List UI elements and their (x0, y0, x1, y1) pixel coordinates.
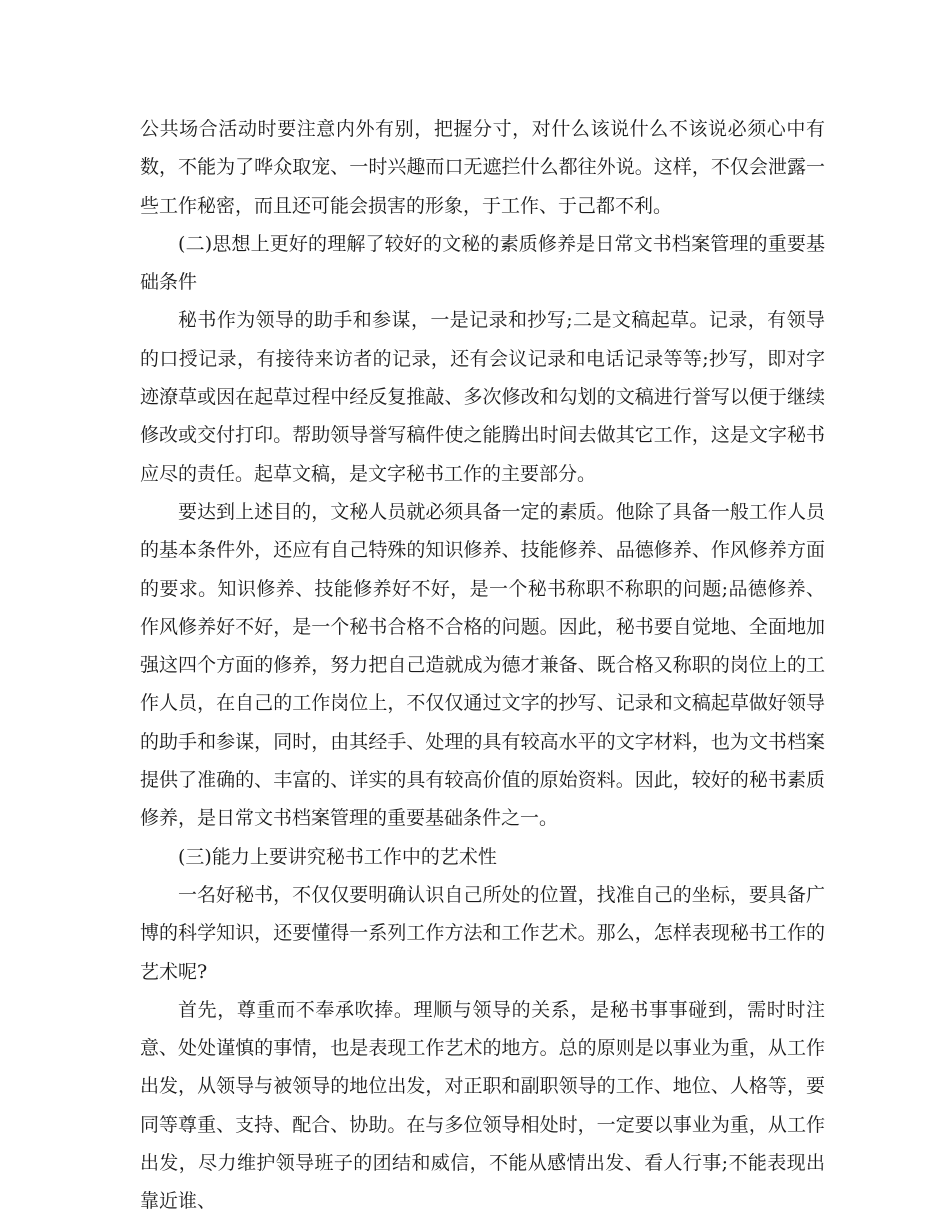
document-body (140, 110, 825, 1221)
paragraph-continued: 公共场合活动时要注意内外有别，把握分寸，对什么该说什么不该说必须心中有数，不能为了哗众取宠、一时兴趣而口无遮拦什么都往外说。这样，不仅会泄露一些工作秘密，而且还可能会损害的形象，于工作、于己都不利。 (140, 118, 825, 217)
paragraph-respect-leaders: 首先，尊重而不奉承吹捧。理顺与领导的关系，是秘书事事碰到，需时时注意、处处谨慎的事情，也是表现工作艺术的地方。总的原则是以事业为重，从工作出发，从领导与被领导的地位出发，对正职和副职领导的工作、地位、人格等，要同等尊重、支持、配合、协助。在与多位领导相处时，一定要以事业为重，从工作出发，尽力维护领导班子的团结和威信，不能从感情出发、看人行事;不能表现出靠近谁、 (140, 998, 825, 1213)
section-heading-two: (二)思想上更好的理解了较好的文秘的素质修养是日常文书档案管理的重要基础条件 (140, 232, 825, 294)
section-heading-three: (三)能力上要讲究秘书工作中的艺术性 (178, 845, 497, 868)
paragraph-secretary-qualities: 要达到上述目的，文秘人员就必须具备一定的素质。他除了具备一般工作人员的基本条件外，还应有自己特殊的知识修养、技能修养、品德修养、作风修养方面的要求。知识修养、技能修养好不好，是一个秘书称职不称职的问题;品德修养、作风修养好不好，是一个秘书合格不合格的问题。因此，秘书要自觉地、全面地加强这四个方面的修养，努力把自己造就成为德才兼备、既合格又称职的岗位上的工作人员，在自己的工作岗位上，不仅仅通过文字的抄写、记录和文稿起草做好领导的助手和参谋，同时，由其经手、处理的具有较高水平的文字材料，也为文书档案提供了准确的、丰富的、详实的具有较高价值的原始资料。因此，较好的秘书素质修养，是日常文书档案管理的重要基础条件之一。 (140, 500, 825, 830)
paragraph-work-art: 一名好秘书，不仅仅要明确认识自己所处的位置，找准自己的坐标，要具备广博的科学知识，还要懂得一系列工作方法和工作艺术。那么，怎样表现秘书工作的艺术呢? (140, 883, 825, 983)
paragraph-secretary-duties: 秘书作为领导的助手和参谋，一是记录和抄写;二是文稿起草。记录，有领导的口授记录，有接待来访者的记录，还有会议记录和电话记录等等;抄写，即对字迹潦草或因在起草过程中经反复推敲、多次修改和勾划的文稿进行誉写以便于继续修改或交付打印。帮助领导誉写稿件使之能腾出时间去做其它工作，这是文字秘书应尽的责任。起草文稿，是文字秘书工作的主要部分。 (140, 309, 825, 485)
